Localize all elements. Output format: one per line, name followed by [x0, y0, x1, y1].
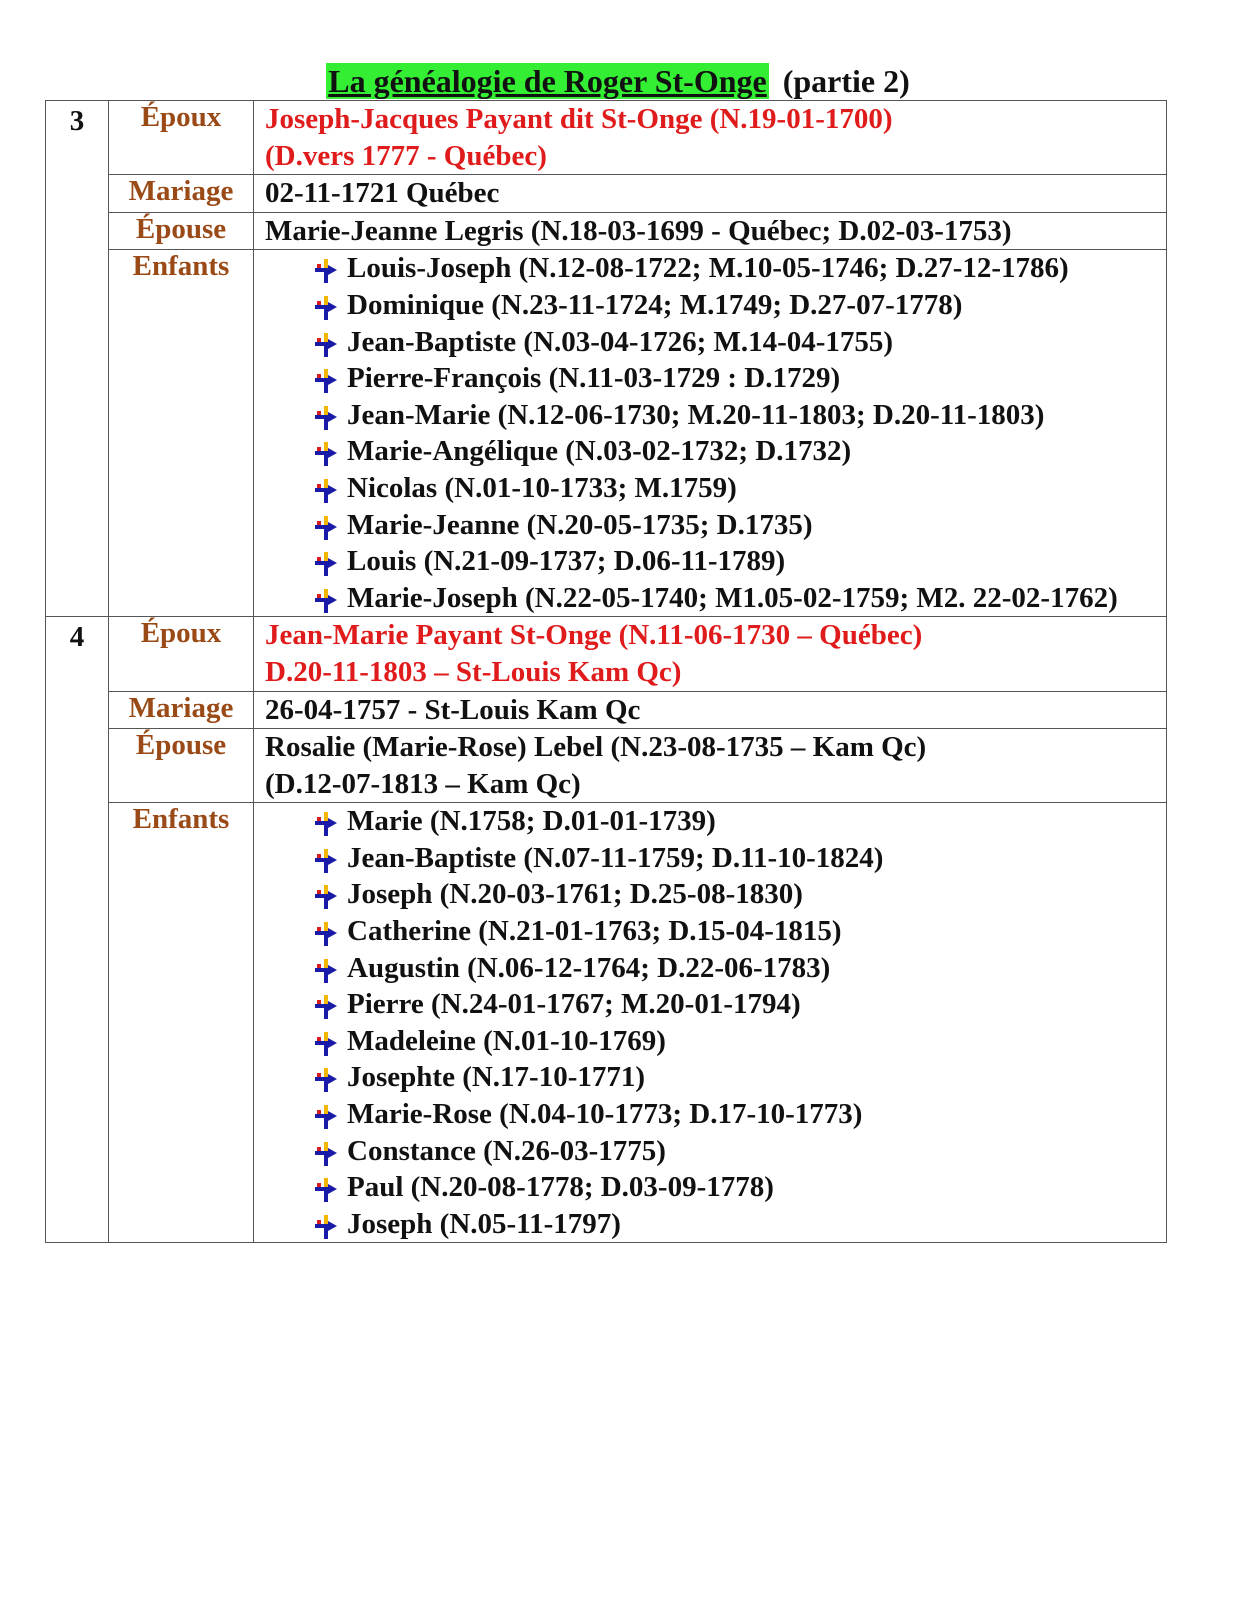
- arrow-bullet-icon: [315, 1029, 337, 1053]
- child-item: [311, 580, 1166, 617]
- arrow-bullet-icon: [315, 476, 337, 500]
- child-text: Catherine (N.21-01-1763; D.15-04-1815): [347, 915, 842, 948]
- gen3-number: 3: [46, 101, 109, 617]
- child-text: Marie-Jeanne (N.20-05-1735; D.1735): [347, 508, 813, 541]
- genealogy-table: [45, 100, 1167, 1243]
- child-text: Jean-Marie (N.12-06-1730; M.20-11-1803; D.20-11-1803): [347, 398, 1045, 431]
- gen3-epoux-row: [46, 101, 1167, 175]
- arrow-bullet-icon: [315, 1139, 337, 1163]
- child-text: Marie (N.1758; D.01-01-1739): [347, 805, 716, 838]
- child-item: [311, 1133, 1166, 1170]
- child-item: [311, 1023, 1166, 1060]
- child-text: Marie-Angélique (N.03-02-1732; D.1732): [347, 435, 852, 468]
- child-item: [311, 803, 1166, 840]
- child-text: Josephte (N.17-10-1771): [347, 1061, 646, 1094]
- child-item: [311, 433, 1166, 470]
- gen3-mariage-value: 02-11-1721 Québec: [254, 175, 1167, 213]
- arrow-bullet-icon: [315, 513, 337, 537]
- arrow-bullet-icon: [315, 846, 337, 870]
- gen3-mariage-row: [46, 175, 1167, 213]
- child-item: [311, 986, 1166, 1023]
- gen4-children-list: [265, 803, 1166, 1242]
- gen3-children-list: [265, 250, 1166, 616]
- child-text: Paul (N.20-08-1778; D.03-09-1778): [347, 1171, 774, 1204]
- arrow-bullet-icon: [315, 330, 337, 354]
- arrow-bullet-icon: [315, 403, 337, 427]
- gen4-enfants-row: [46, 803, 1167, 1243]
- child-item: [311, 287, 1166, 324]
- arrow-bullet-icon: [315, 586, 337, 610]
- child-item: [311, 1096, 1166, 1133]
- child-text: Louis (N.21-09-1737; D.06-11-1789): [347, 545, 786, 578]
- arrow-bullet-icon: [315, 919, 337, 943]
- child-text: Marie-Rose (N.04-10-1773; D.17-10-1773): [347, 1098, 863, 1131]
- child-item: [311, 397, 1166, 434]
- arrow-bullet-icon: [315, 1065, 337, 1089]
- arrow-bullet-icon: [315, 882, 337, 906]
- child-text: Joseph (N.05-11-1797): [347, 1207, 621, 1240]
- child-text: Marie-Joseph (N.22-05-1740; M1.05-02-1759; M2. 22-02-1762): [347, 581, 1118, 614]
- gen3-enfants-row: [46, 250, 1167, 617]
- gen4-mariage-row: [46, 691, 1167, 729]
- child-item: [311, 1206, 1166, 1243]
- child-text: Jean-Baptiste (N.03-04-1726; M.14-04-1755): [347, 325, 894, 358]
- gen3-epoux-label: Époux: [109, 101, 254, 175]
- child-item: [311, 1169, 1166, 1206]
- gen4-enfants-label: Enfants: [109, 803, 254, 1243]
- arrow-bullet-icon: [315, 956, 337, 980]
- child-item: [311, 1059, 1166, 1096]
- gen4-epoux-row: [46, 617, 1167, 691]
- child-item: [311, 913, 1166, 950]
- arrow-bullet-icon: [315, 1102, 337, 1126]
- child-text: Dominique (N.23-11-1724; M.1749; D.27-07-1778): [347, 288, 963, 321]
- child-text: Madeleine (N.01-10-1769): [347, 1024, 666, 1057]
- gen4-number: 4: [46, 617, 109, 1243]
- arrow-bullet-icon: [315, 256, 337, 280]
- gen4-epoux-value: Jean-Marie Payant St-Onge (N.11-06-1730 – Québec) D.20-11-1803 – St-Louis Kam Qc): [254, 617, 1167, 691]
- gen4-epouse-label: Épouse: [109, 729, 254, 803]
- child-item: [311, 507, 1166, 544]
- arrow-bullet-icon: [315, 549, 337, 573]
- child-item: [311, 470, 1166, 507]
- arrow-bullet-icon: [315, 439, 337, 463]
- child-item: [311, 543, 1166, 580]
- gen4-mariage-label: Mariage: [109, 691, 254, 729]
- gen3-epouse-row: [46, 212, 1167, 250]
- gen3-children: [254, 250, 1167, 617]
- child-item: [311, 324, 1166, 361]
- child-text: Nicolas (N.01-10-1733; M.1759): [347, 471, 737, 504]
- child-text: Louis-Joseph (N.12-08-1722; M.10-05-1746; D.27-12-1786): [347, 252, 1069, 285]
- child-text: Pierre-François (N.11-03-1729 : D.1729): [347, 362, 841, 395]
- child-text: Jean-Baptiste (N.07-11-1759; D.11-10-1824): [347, 841, 884, 874]
- arrow-bullet-icon: [315, 293, 337, 317]
- title-highlight: La généalogie de Roger St-Onge: [328, 63, 767, 99]
- arrow-bullet-icon: [315, 366, 337, 390]
- arrow-bullet-icon: [315, 809, 337, 833]
- arrow-bullet-icon: [315, 992, 337, 1016]
- gen3-mariage-label: Mariage: [109, 175, 254, 213]
- child-text: Constance (N.26-03-1775): [347, 1134, 666, 1167]
- child-item: [311, 950, 1166, 987]
- gen3-epouse-label: Épouse: [109, 212, 254, 250]
- child-text: Pierre (N.24-01-1767; M.20-01-1794): [347, 988, 801, 1021]
- child-text: Joseph (N.20-03-1761; D.25-08-1830): [347, 878, 803, 911]
- gen3-epouse-value: Marie-Jeanne Legris (N.18-03-1699 - Québec; D.02-03-1753): [254, 212, 1167, 250]
- gen4-epoux-label: Époux: [109, 617, 254, 691]
- child-item: [311, 250, 1166, 287]
- gen4-epouse-value: Rosalie (Marie-Rose) Lebel (N.23-08-1735 – Kam Qc) (D.12-07-1813 – Kam Qc): [254, 729, 1167, 803]
- arrow-bullet-icon: [315, 1212, 337, 1236]
- child-item: [311, 840, 1166, 877]
- gen3-epoux-value: Joseph-Jacques Payant dit St-Onge (N.19-01-1700) (D.vers 1777 - Québec): [254, 101, 1167, 175]
- arrow-bullet-icon: [315, 1175, 337, 1199]
- page-title: [0, 62, 1236, 100]
- gen3-enfants-label: Enfants: [109, 250, 254, 617]
- child-item: [311, 876, 1166, 913]
- gen4-mariage-value: 26-04-1757 - St-Louis Kam Qc: [254, 691, 1167, 729]
- title-part: (partie 2): [782, 63, 910, 99]
- child-item: [311, 360, 1166, 397]
- gen4-epouse-row: [46, 729, 1167, 803]
- gen4-children: [254, 803, 1167, 1243]
- child-text: Augustin (N.06-12-1764; D.22-06-1783): [347, 951, 831, 984]
